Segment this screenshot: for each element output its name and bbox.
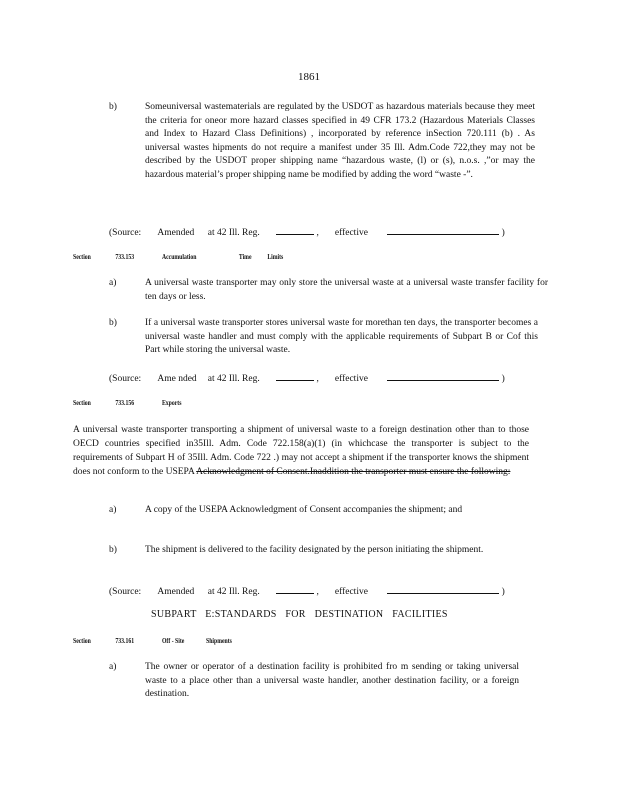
- register-blank: [276, 371, 314, 381]
- section-number: 733.153: [115, 253, 135, 261]
- effective-blank: [387, 225, 499, 235]
- source-comma: ,: [316, 228, 319, 238]
- source-amended: Amended: [157, 228, 195, 238]
- exports-text: A universal waste transporter transporting a shipment of universal waste to a foreign destination other than to those OECD countries specified in35Ill. Adm. Code 722.158(a)(1) (in whichcase the transporter is subject to the requirements of Subpart H of 35Ill. Adm. Code 722 .) may not accept a shipment if the transporter knows the shipment does not conform to the USEPA: [73, 425, 529, 477]
- section-number: 733.156: [115, 399, 135, 407]
- section-heading-733-156: [73, 399, 181, 407]
- item-text: The shipment is delivered to the facility designated by the person initiating the shipment.: [145, 545, 484, 555]
- section-title: Accumulation: [161, 253, 197, 261]
- section-title: Exports: [161, 399, 182, 407]
- section-title: Off - Site: [161, 637, 185, 645]
- section-word: Section: [73, 399, 91, 407]
- item-a-acknowledgment-copy: [109, 504, 529, 534]
- source-effective: effective: [334, 587, 368, 597]
- item-b-delivered: [109, 544, 529, 574]
- section-title-word-2: Time: [238, 253, 252, 261]
- source-effective: effective: [334, 228, 368, 238]
- source-register: at 42 Ill. Reg.: [207, 228, 260, 238]
- source-close: ): [501, 228, 505, 238]
- source-effective: effective: [334, 374, 368, 384]
- page-number: 1861: [298, 71, 320, 83]
- item-label: b): [109, 318, 117, 328]
- item-label: a): [109, 278, 117, 288]
- source-close: ): [501, 374, 505, 384]
- item-a-offsite-prohibition: [109, 661, 519, 705]
- source-label: (Source:: [109, 228, 142, 238]
- source-amended: Amended: [157, 587, 195, 597]
- section-word: Section: [73, 637, 91, 645]
- source-label: (Source:: [109, 374, 142, 384]
- item-a-storage-limit: [109, 277, 548, 307]
- item-text: A copy of the USEPA Acknowledgment of Consent accompanies the shipment; and: [145, 505, 463, 515]
- exports-text-struck: Acknowledgment of Consent.Inaddition the transporter must ensure the following:: [196, 467, 511, 477]
- item-text: Someuniversal wastematerials are regulated by the USDOT as hazardous materials because they meet the criteria for oneor more hazard classes specified in 49 CFR 173.2 (Hazardous Materials Classes and Index to Hazard Class Definitions) , incorporated by reference inSection 720.111 (b) . As universal wastes hipments do not require a manifest under 35 Ill. Adm.Code 722,they may not be described by the USDOT proper shipping name “hazardous waste, (l) or (s), n.o.s. ,”or may the hazardous material’s proper shipping name be modified by adding the word “waste -”.: [145, 102, 535, 180]
- source-note-1: [109, 225, 505, 238]
- source-close: ): [501, 587, 505, 597]
- item-label: b): [109, 102, 117, 112]
- item-b-becomes-handler: [109, 317, 538, 361]
- subpart-e-heading: SUBPART E:STANDARDS FOR DESTINATION FACILITIES: [151, 609, 448, 620]
- item-label: a): [109, 662, 117, 672]
- item-text: If a universal waste transporter stores universal waste for morethan ten days, the transporter becomes a universal waste handler and must comply with the applicable requirements of Subpart B or Cof this Part while storing the universal waste.: [145, 318, 538, 356]
- source-comma: ,: [316, 587, 319, 597]
- item-text: A universal waste transporter may only store the universal waste at a universal waste transfer facility for ten days or less.: [145, 278, 548, 302]
- register-blank: [276, 584, 314, 594]
- section-title-word-3: Limits: [267, 253, 284, 261]
- register-blank: [276, 225, 314, 235]
- section-heading-733-161: [73, 637, 232, 645]
- source-comma: ,: [316, 374, 319, 384]
- section-title-word-2: Shipments: [206, 637, 232, 645]
- source-label: (Source:: [109, 587, 142, 597]
- section-number: 733.161: [115, 637, 135, 645]
- effective-blank: [387, 371, 499, 381]
- section-word: Section: [73, 253, 91, 261]
- source-amended: Ame nded: [157, 374, 197, 384]
- item-label: b): [109, 545, 117, 555]
- section-heading-733-153: [73, 253, 283, 261]
- item-text: The owner or operator of a destination facility is prohibited fro m sending or taking universal waste to a place other than a universal waste handler, another destination facility, or a foreign destination.: [145, 662, 519, 700]
- source-register: at 42 Ill. Reg.: [207, 587, 260, 597]
- source-note-2: [109, 371, 505, 384]
- item-b-usdot: [109, 101, 535, 215]
- item-label: a): [109, 505, 117, 515]
- source-register: at 42 Ill. Reg.: [207, 374, 260, 384]
- effective-blank: [387, 584, 499, 594]
- source-note-3: [109, 584, 505, 597]
- exports-paragraph: [73, 423, 529, 479]
